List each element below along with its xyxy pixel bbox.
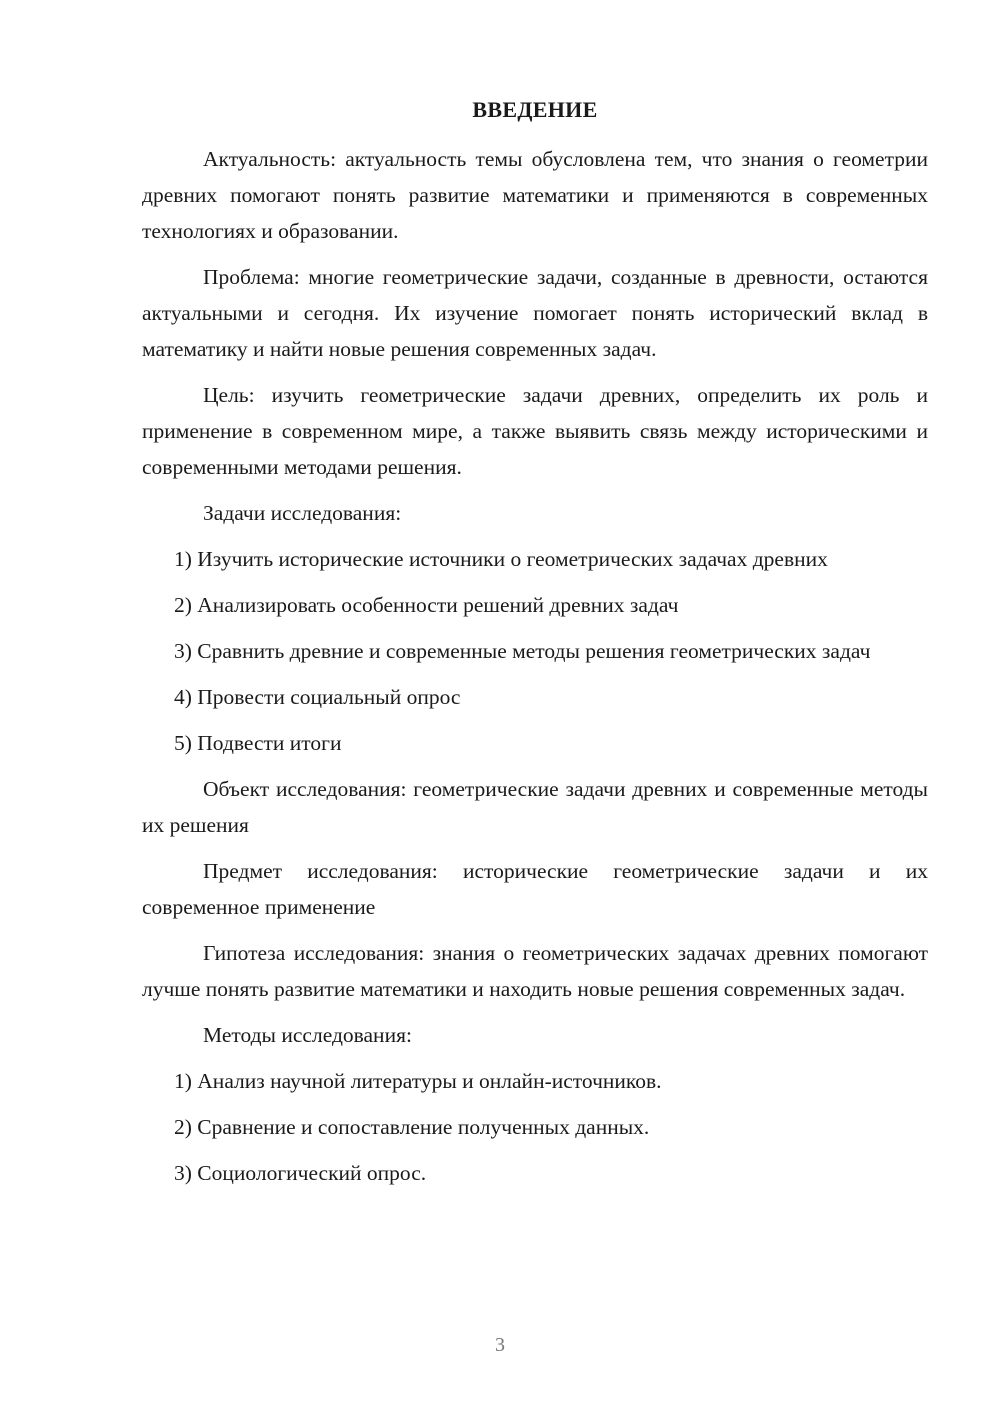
methods-heading: Методы исследования: — [203, 1023, 412, 1047]
task-item-5: 5) Подвести итоги — [174, 731, 342, 755]
method-item-3: 3) Социологический опрос. — [174, 1161, 427, 1185]
method-item-2: 2) Сравнение и сопоставление полученных данных. — [174, 1115, 650, 1139]
tasks-heading: Задачи исследования: — [203, 501, 402, 525]
goal-paragraph: Цель: изучить геометрические задачи древних, определить их роль и применение в современном мире, а также выявить связь между историческими и современными методами решения. — [142, 383, 928, 479]
problem-paragraph: Проблема: многие геометрические задачи, созданные в древности, остаются актуальными и сегодня. Их изучение помогает понять исторический вклад в математику и найти новые решения современных задач. — [142, 265, 928, 361]
document-body — [142, 141, 928, 1201]
subject-paragraph: Предмет исследования: исторические геометрические задачи и их современное применение — [142, 859, 928, 919]
task-item-1: 1) Изучить исторические источники о геометрических задачах древних — [174, 547, 828, 571]
hypothesis-paragraph: Гипотеза исследования: знания о геометрических задачах древних помогают лучше понять развитие математики и находить новые решения современных задач. — [142, 941, 928, 1001]
relevance-paragraph: Актуальность: актуальность темы обусловлена тем, что знания о геометрии древних помогают понять развитие математики и применяются в современных технологиях и образовании. — [142, 147, 928, 243]
task-item-2: 2) Анализировать особенности решений древних задач — [174, 593, 679, 617]
method-item-1: 1) Анализ научной литературы и онлайн-источников. — [174, 1069, 662, 1093]
task-item-3: 3) Сравнить древние и современные методы решения геометрических задач — [174, 639, 871, 663]
task-item-4: 4) Провести социальный опрос — [174, 685, 461, 709]
object-paragraph: Объект исследования: геометрические задачи древних и современные методы их решения — [142, 777, 928, 837]
page-number: 3 — [495, 1334, 505, 1356]
page-title: ВВЕДЕНИЕ — [472, 97, 598, 122]
